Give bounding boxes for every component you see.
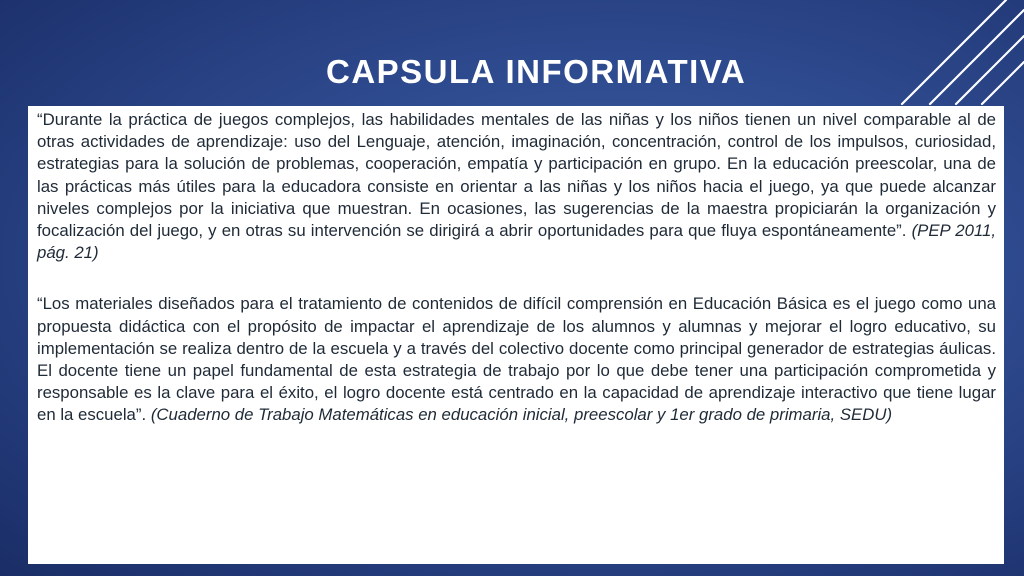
quote-paragraph-sedu bbox=[37, 293, 996, 426]
citation-pep: (PEP 2011, pág. 21) bbox=[37, 221, 996, 263]
quote-text-sedu: “Los materiales diseñados para el tratamiento de contenidos de difícil comprensión en Educación Básica es el juego como una propuesta didáctica con el propósito de impactar el aprendizaje de los alumnos y alumnas y mejorar el logro educativo, su implementación se realiza dentro de la escuela y a través del colectivo docente como principal generador de estrategias áulicas. El docente tiene un papel fundamental de esta estrategia de trabajo por lo que debe tener una participación comprometida y responsable es la clave para el éxito, el logro docente está centrado en la capacidad de aprendizaje interactivo que tiene lugar en la escuela”. bbox=[37, 294, 996, 425]
slide-title: CAPSULA INFORMATIVA bbox=[326, 53, 747, 90]
diagonal-lines-decoration bbox=[900, 0, 1024, 110]
content-box bbox=[28, 106, 1004, 564]
quote-text-pep: “Durante la práctica de juegos complejos, las habilidades mentales de las niñas y los niños tienen un nivel comparable al de otras actividades de aprendizaje: uso del Lenguaje, atención, imaginación, concentración, control de los impulsos, curiosidad, estrategias para la solución de problemas, cooperación, empatía y participación en grupo. En la educación preescolar, una de las prácticas más útiles para la educadora consiste en orientar a las niñas y los niños hacia el juego, ya que puede alcanzar niveles complejos por la iniciativa que muestran. En ocasiones, las sugerencias de la maestra propiciarán la organización y focalización del juego, y en otras su intervención se dirigirá a abrir oportunidades para que fluya espontáneamente”. bbox=[37, 110, 996, 241]
quote-paragraph-pep bbox=[37, 109, 996, 264]
citation-sedu: (Cuaderno de Trabajo Matemáticas en educación inicial, preescolar y 1er grado de primaria, SEDU) bbox=[150, 405, 893, 425]
